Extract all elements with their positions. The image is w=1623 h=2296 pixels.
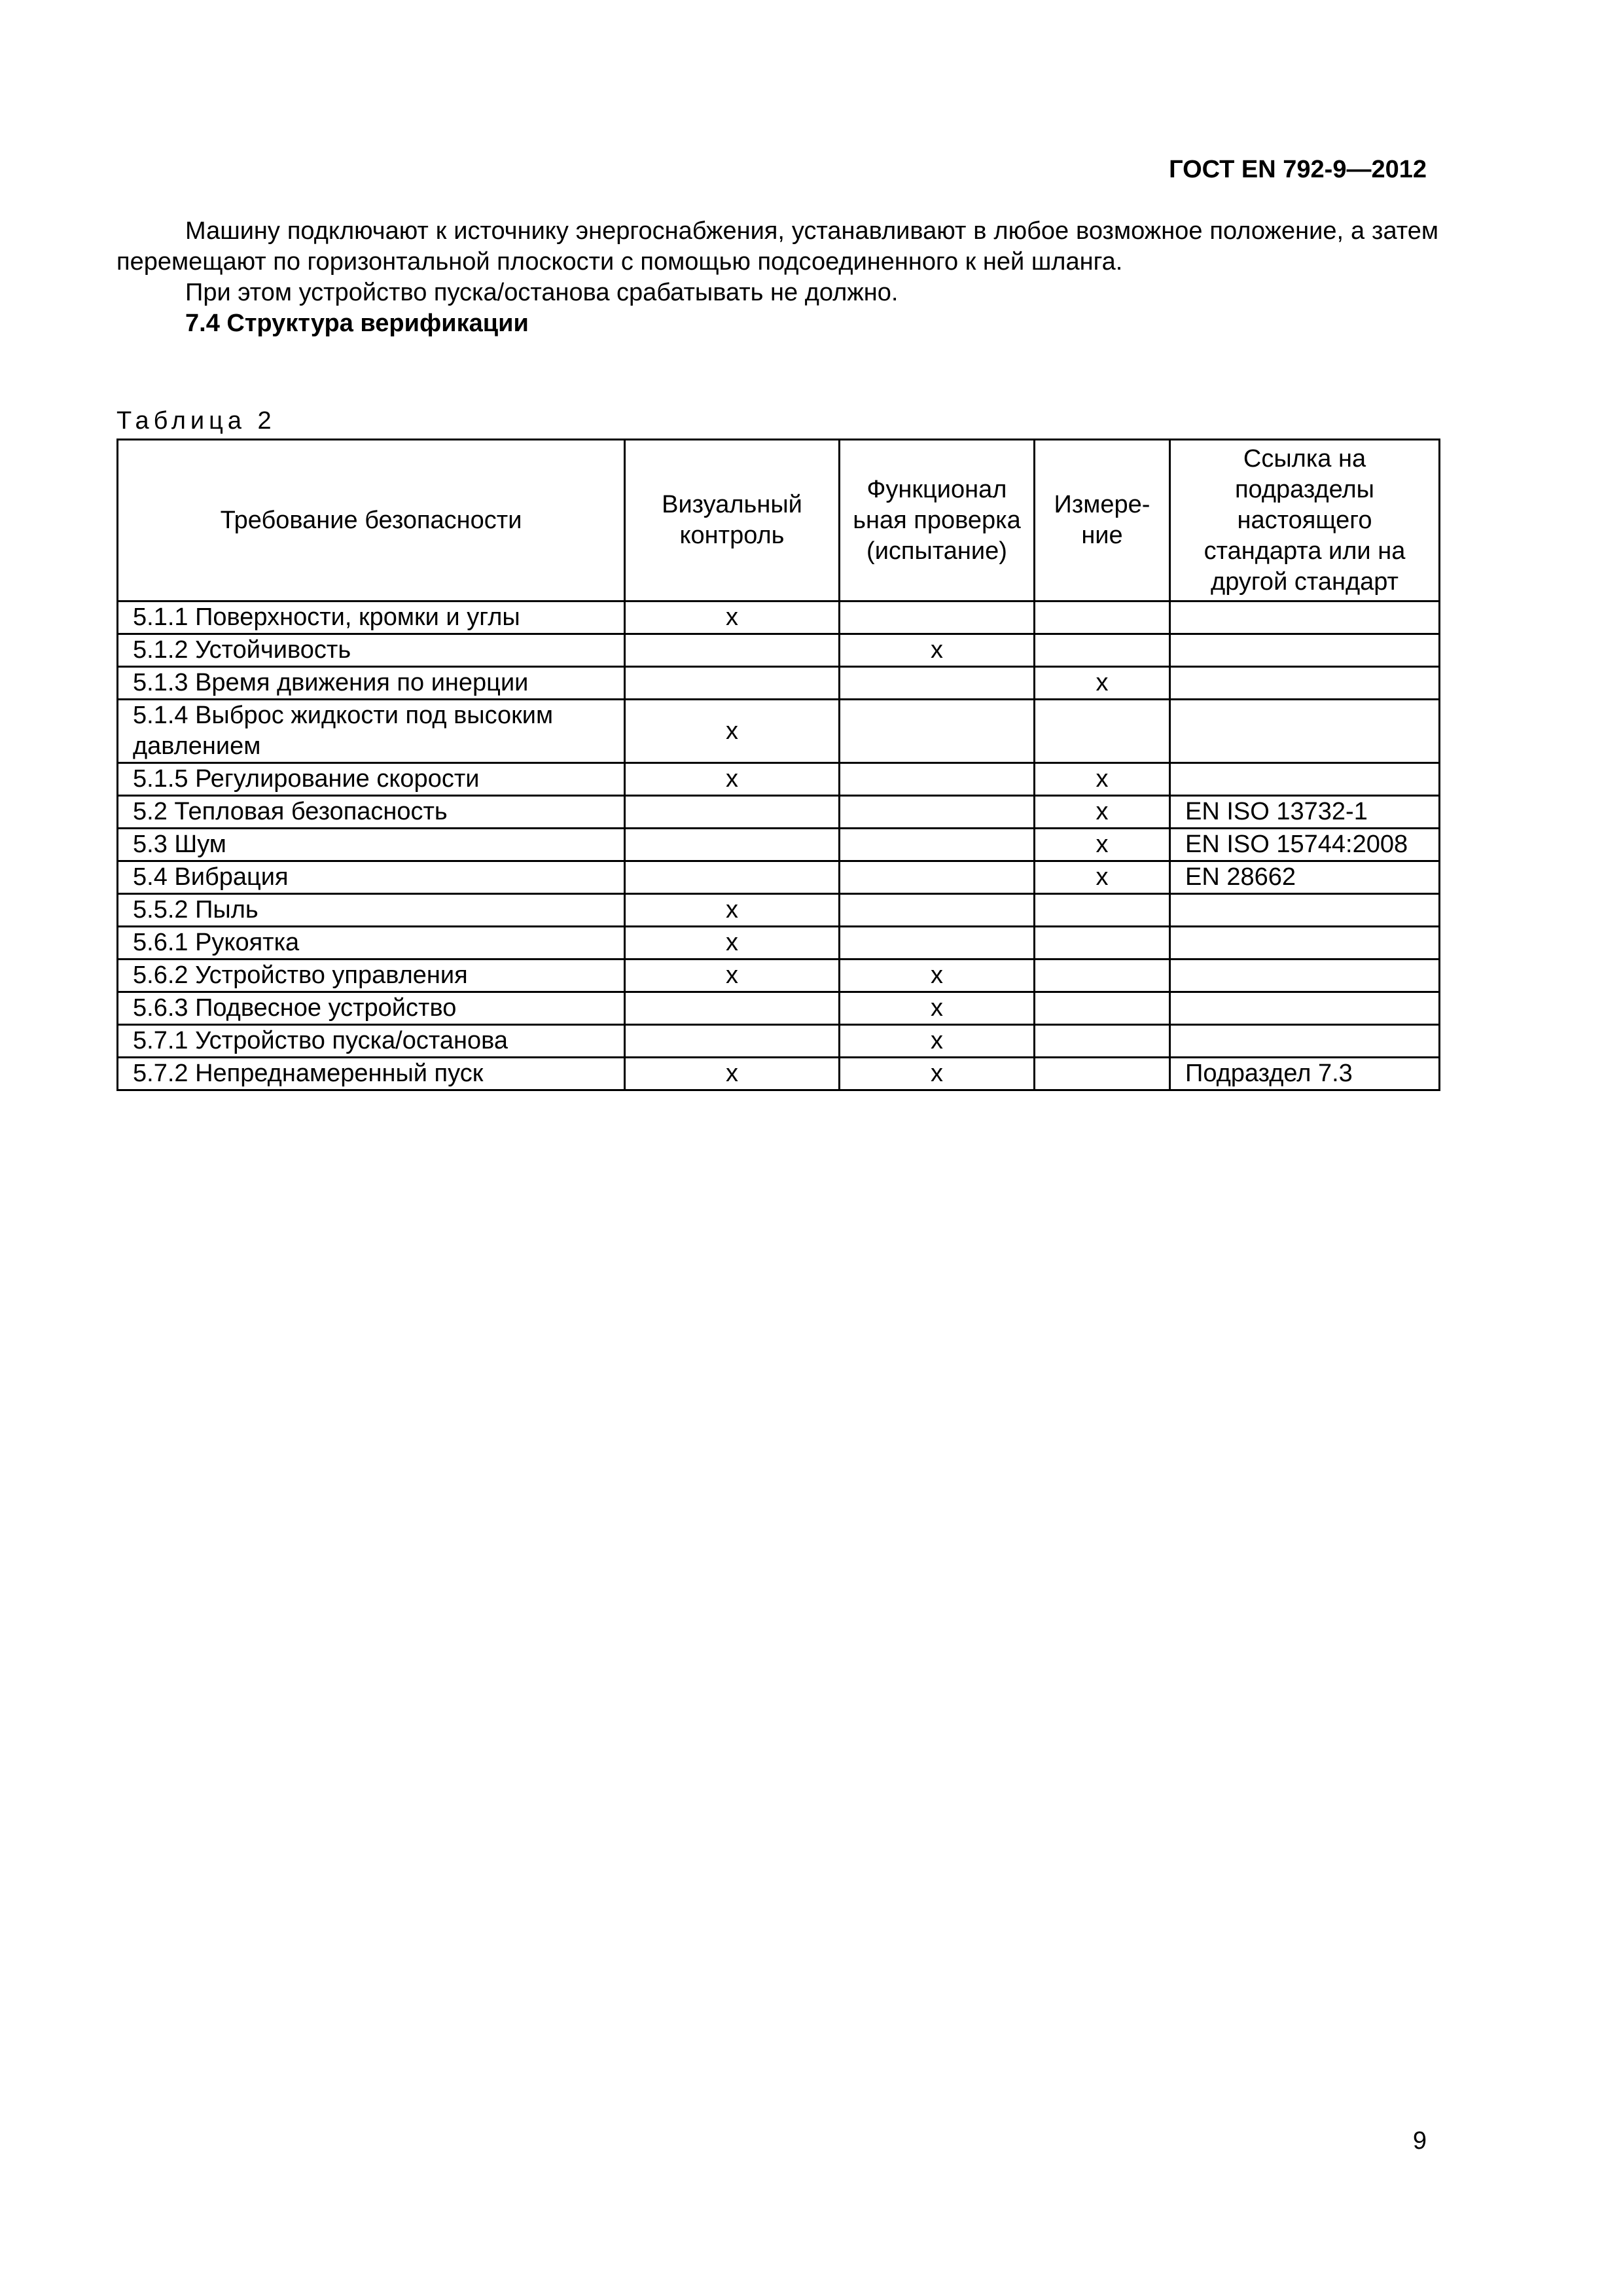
cell-measurement: [1035, 634, 1170, 667]
cell-reference: EN ISO 13732-1: [1170, 796, 1440, 829]
cell-measurement: х: [1035, 763, 1170, 796]
cell-visual: [625, 634, 840, 667]
cell-reference: [1170, 1025, 1440, 1058]
header-reference: Ссылка на подразделы настоящего стандарта или на другой стандарт: [1170, 440, 1440, 601]
cell-reference: [1170, 927, 1440, 960]
table-row: [118, 861, 1440, 894]
cell-visual: х: [625, 700, 840, 763]
body-text: [116, 216, 1438, 339]
cell-functional: х: [840, 960, 1035, 992]
cell-requirement: 5.7.1 Устройство пуска/останова: [118, 1025, 625, 1058]
cell-visual: х: [625, 1058, 840, 1090]
cell-reference: [1170, 992, 1440, 1025]
cell-measurement: х: [1035, 829, 1170, 861]
cell-functional: [840, 927, 1035, 960]
table-row: [118, 1025, 1440, 1058]
table-row: [118, 667, 1440, 700]
cell-functional: [840, 763, 1035, 796]
cell-measurement: [1035, 960, 1170, 992]
table-row: [118, 796, 1440, 829]
cell-reference: [1170, 960, 1440, 992]
table-row: [118, 700, 1440, 763]
cell-visual: х: [625, 960, 840, 992]
cell-visual: х: [625, 894, 840, 927]
page-number: 9: [1412, 2127, 1427, 2155]
table-caption: Таблица 2: [116, 407, 276, 435]
cell-requirement: 5.6.1 Рукоятка: [118, 927, 625, 960]
cell-visual: [625, 829, 840, 861]
cell-requirement: 5.2 Тепловая безопасность: [118, 796, 625, 829]
cell-reference: [1170, 634, 1440, 667]
cell-functional: [840, 829, 1035, 861]
table-body: [118, 601, 1440, 1090]
cell-measurement: [1035, 601, 1170, 634]
cell-visual: х: [625, 763, 840, 796]
cell-measurement: [1035, 1025, 1170, 1058]
cell-visual: х: [625, 927, 840, 960]
cell-requirement: 5.7.2 Непреднамеренный пуск: [118, 1058, 625, 1090]
table-row: [118, 1058, 1440, 1090]
table-row: [118, 992, 1440, 1025]
cell-reference: [1170, 667, 1440, 700]
cell-requirement: 5.1.1 Поверхности, кромки и углы: [118, 601, 625, 634]
cell-requirement: 5.6.3 Подвесное устройство: [118, 992, 625, 1025]
verification-table: [116, 439, 1440, 1091]
cell-functional: х: [840, 1058, 1035, 1090]
cell-measurement: [1035, 700, 1170, 763]
header-functional-check: Функционал ьная проверка (испытание): [840, 440, 1035, 601]
cell-reference: Подраздел 7.3: [1170, 1058, 1440, 1090]
cell-measurement: [1035, 1058, 1170, 1090]
cell-visual: х: [625, 601, 840, 634]
cell-measurement: х: [1035, 667, 1170, 700]
cell-requirement: 5.3 Шум: [118, 829, 625, 861]
cell-measurement: [1035, 927, 1170, 960]
cell-measurement: [1035, 992, 1170, 1025]
cell-reference: [1170, 894, 1440, 927]
cell-functional: [840, 601, 1035, 634]
paragraph-start-stop: При этом устройство пуска/останова срабатывать не должно.: [185, 279, 899, 306]
cell-functional: [840, 667, 1035, 700]
header-visual-check: Визуальный контроль: [625, 440, 840, 601]
cell-reference: [1170, 700, 1440, 763]
cell-reference: EN 28662: [1170, 861, 1440, 894]
header-requirement: Требование безопасности: [118, 440, 625, 601]
cell-visual: [625, 796, 840, 829]
cell-requirement: 5.4 Вибрация: [118, 861, 625, 894]
cell-visual: [625, 861, 840, 894]
cell-requirement: 5.1.3 Время движения по инерции: [118, 667, 625, 700]
paragraph-connection-test: Машину подключают к источнику энергоснабжения, устанавливают в любое возможное положение, а затем перемещают по горизонтальной плоскости с помощью подсоединенного к ней шланга.: [116, 217, 1438, 276]
cell-visual: [625, 1025, 840, 1058]
table-row: [118, 763, 1440, 796]
table-row: [118, 634, 1440, 667]
table-row: [118, 894, 1440, 927]
cell-requirement: 5.1.4 Выброс жидкости под высоким давлением: [118, 700, 625, 763]
cell-visual: [625, 992, 840, 1025]
cell-functional: [840, 700, 1035, 763]
cell-reference: EN ISO 15744:2008: [1170, 829, 1440, 861]
cell-requirement: 5.6.2 Устройство управления: [118, 960, 625, 992]
cell-functional: х: [840, 634, 1035, 667]
cell-measurement: х: [1035, 796, 1170, 829]
cell-measurement: х: [1035, 861, 1170, 894]
document-id: ГОСТ EN 792-9—2012: [1169, 156, 1427, 183]
cell-functional: х: [840, 1025, 1035, 1058]
cell-measurement: [1035, 894, 1170, 927]
cell-requirement: 5.1.5 Регулирование скорости: [118, 763, 625, 796]
cell-functional: [840, 894, 1035, 927]
table-row: [118, 960, 1440, 992]
cell-requirement: 5.5.2 Пыль: [118, 894, 625, 927]
cell-reference: [1170, 763, 1440, 796]
table-row: [118, 601, 1440, 634]
cell-reference: [1170, 601, 1440, 634]
section-heading: 7.4 Структура верификации: [185, 310, 529, 337]
table-row: [118, 829, 1440, 861]
cell-visual: [625, 667, 840, 700]
header-measurement: Измере- ние: [1035, 440, 1170, 601]
cell-requirement: 5.1.2 Устойчивость: [118, 634, 625, 667]
cell-functional: х: [840, 992, 1035, 1025]
table-row: [118, 927, 1440, 960]
table-header-row: [118, 440, 1440, 601]
cell-functional: [840, 796, 1035, 829]
cell-functional: [840, 861, 1035, 894]
